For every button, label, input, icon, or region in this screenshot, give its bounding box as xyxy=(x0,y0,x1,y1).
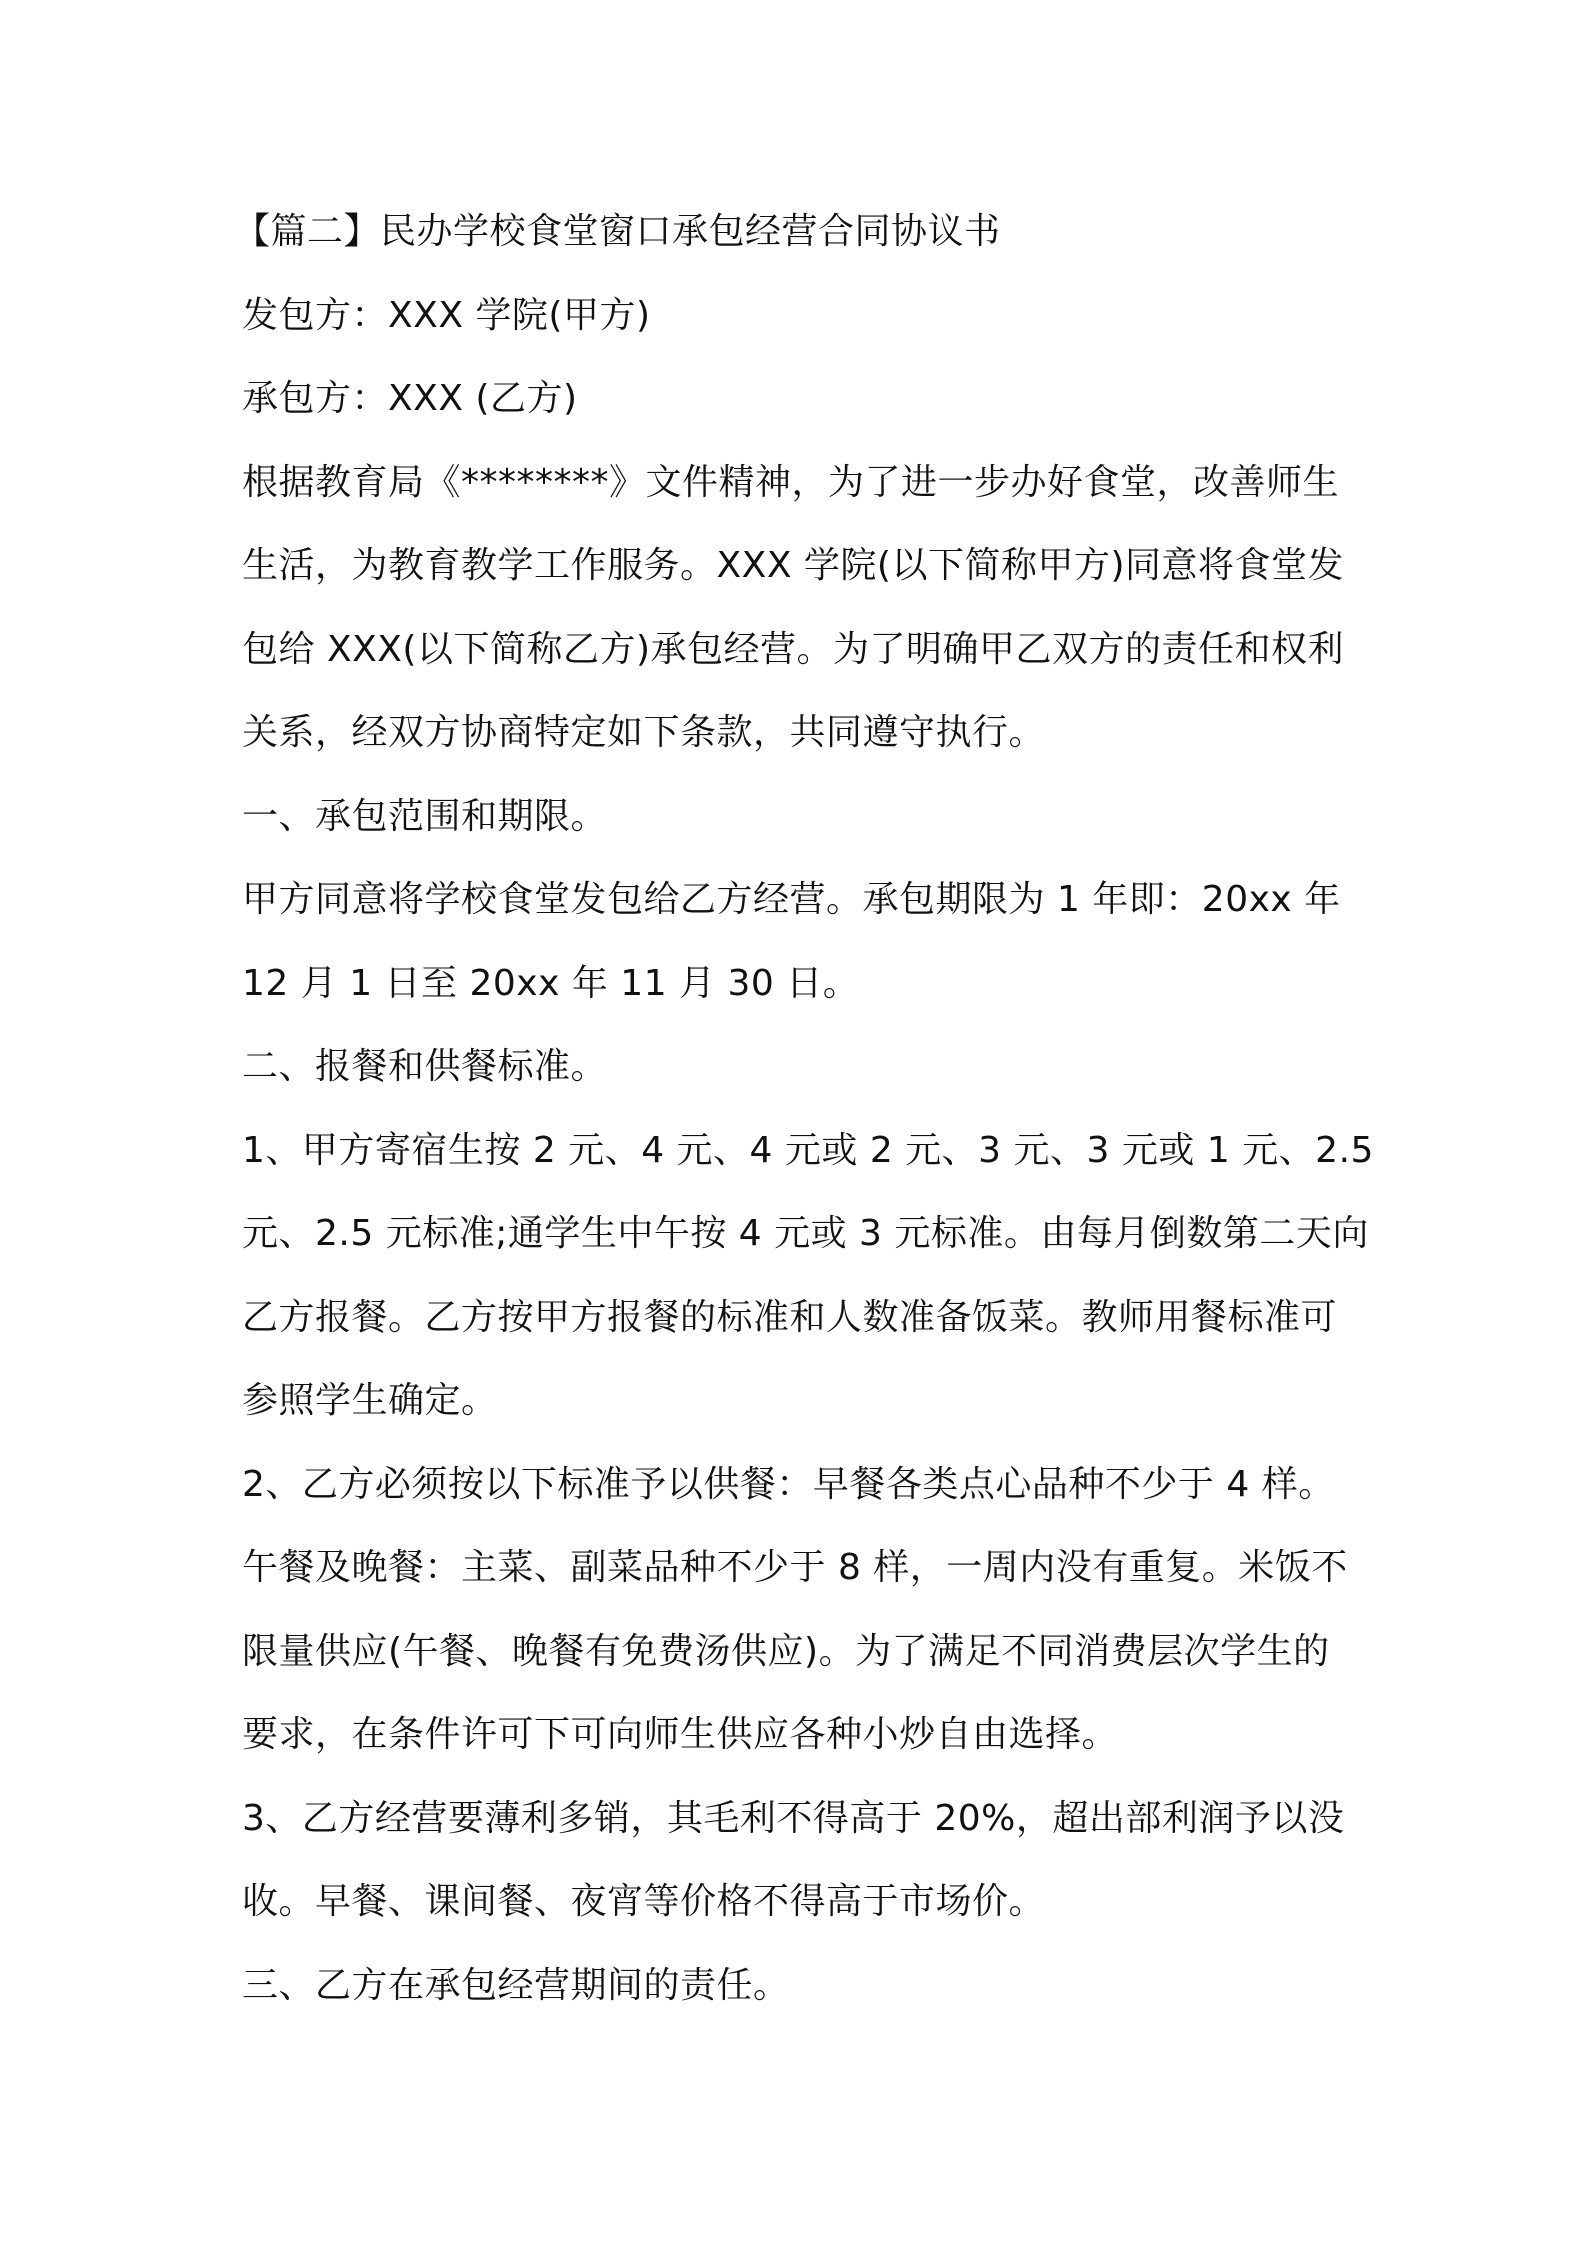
section-heading: 二、报餐和供餐标准。 xyxy=(242,1046,608,1087)
text-line: 乙方报餐。乙方按甲方报餐的标准和人数准备饭菜。教师用餐标准可 xyxy=(242,1296,1338,1338)
text-line: 发包方：XXX 学院(甲方) xyxy=(242,294,651,336)
text-line: 3、乙方经营要薄利多销，其毛利不得高于 20%，超出部利润予以没 xyxy=(242,1797,1345,1839)
text-line: 参照学生确定。 xyxy=(242,1380,498,1421)
text-line: 要求，在条件许可下可向师生供应各种小炒自由选择。 xyxy=(242,1714,1119,1755)
text-line: 元、2.5 元标准;通学生中午按 4 元或 3 元标准。由每月倒数第二天向 xyxy=(242,1213,1369,1254)
text-line: 限量供应(午餐、晚餐有免费汤供应)。为了满足不同消费层次学生的 xyxy=(242,1630,1330,1672)
text-line: 2、乙方必须按以下标准予以供餐：早餐各类点心品种不少于 4 样。 xyxy=(242,1463,1335,1505)
text-line: 1、甲方寄宿生按 2 元、4 元、4 元或 2 元、3 元、3 元或 1 元、2.5 xyxy=(242,1129,1374,1171)
text-line: 12 月 1 日至 20xx 年 11 月 30 日。 xyxy=(242,962,860,1004)
text-line: 甲方同意将学校食堂发包给乙方经营。承包期限为 1 年即：20xx 年 xyxy=(242,879,1341,920)
document-body xyxy=(234,190,1374,2027)
text-line: 生活，为教育教学工作服务。XXX 学院(以下简称甲方)同意将食堂发 xyxy=(242,545,1345,586)
section-heading: 三、乙方在承包经营期间的责任。 xyxy=(242,1964,790,2006)
text-line: 包给 XXX(以下简称乙方)承包经营。为了明确甲乙双方的责任和权利 xyxy=(242,628,1345,670)
document-title: 【篇二】民办学校食堂窗口承包经营合同协议书 xyxy=(234,211,1001,252)
section-heading: 一、承包范围和期限。 xyxy=(242,795,608,837)
text-line: 收。早餐、课间餐、夜宵等价格不得高于市场价。 xyxy=(242,1881,1046,1922)
text-line: 关系，经双方协商特定如下条款，共同遵守执行。 xyxy=(242,712,1046,753)
text-line: 承包方：XXX (乙方) xyxy=(242,378,578,419)
text-line: 午餐及晚餐：主菜、副菜品种不少于 8 样，一周内没有重复。米饭不 xyxy=(242,1547,1348,1588)
text-line: 根据教育局《********》文件精神，为了进一步办好食堂，改善师生 xyxy=(242,461,1340,503)
